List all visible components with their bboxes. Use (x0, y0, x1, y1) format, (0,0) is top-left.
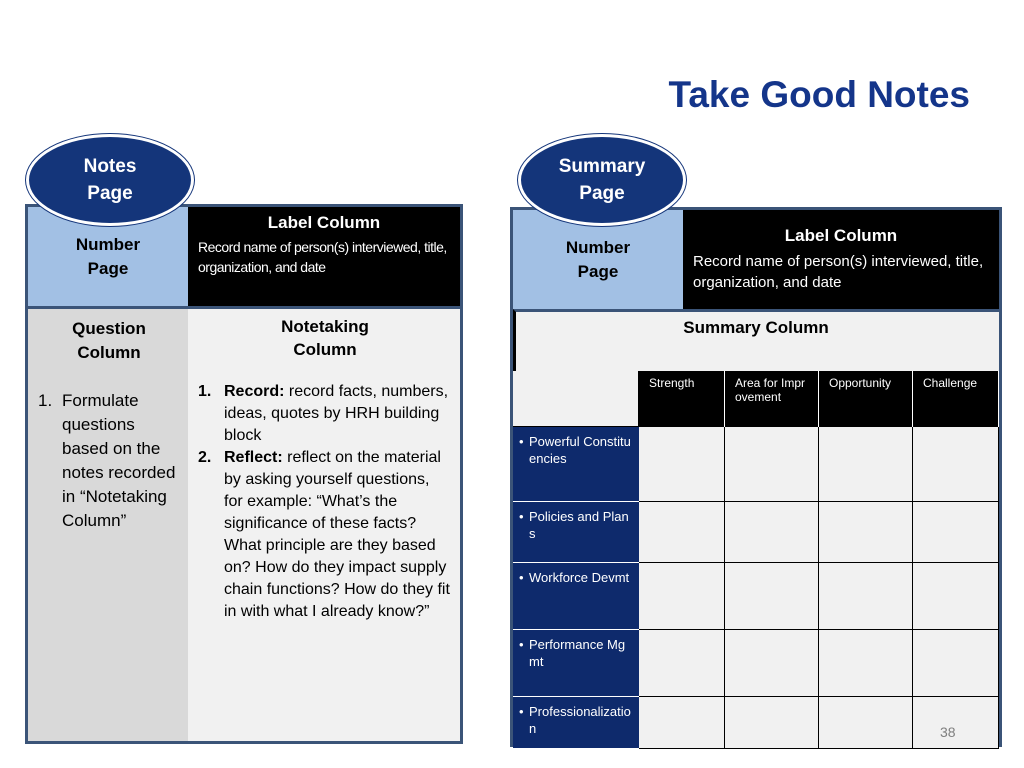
summary-column-heading: Summary Column (683, 318, 829, 337)
matrix-cell (725, 502, 819, 563)
matrix-cell (913, 502, 999, 563)
matrix-row-header (513, 427, 639, 502)
notetaking-column (188, 309, 460, 741)
matrix-corner-cell (513, 371, 639, 427)
summary-page-oval-label: Summary Page (558, 156, 646, 204)
matrix-row-header (513, 697, 639, 749)
bullet-marker: • (519, 704, 524, 719)
question-item-number: 1. (38, 391, 53, 410)
summary-number-page-label: Number Page (565, 237, 631, 281)
matrix-row-header (513, 563, 639, 630)
summary-label-column-description: Record name of person(s) interviewed, title, organization, and date (693, 253, 984, 291)
question-item (38, 389, 180, 533)
matrix-cell (819, 563, 913, 630)
notetaking-item (198, 381, 452, 447)
matrix-cell (639, 697, 725, 749)
matrix-cell (725, 697, 819, 749)
matrix-cell (913, 563, 999, 630)
matrix-cell (819, 630, 913, 697)
notetaking-item-bold: Reflect: (224, 449, 283, 466)
notetaking-item-body (224, 447, 452, 623)
notes-label-column-description: Record name of person(s) interviewed, title, organization, and date (198, 239, 447, 275)
matrix-header-opportunity: Opportunity (819, 371, 913, 427)
matrix-cell (819, 697, 913, 749)
matrix-header-challenge: Challenge (913, 371, 999, 427)
notetaking-column-heading: Notetaking Column (281, 317, 369, 359)
summary-label-column (683, 210, 999, 309)
slide-title: Take Good Notes (668, 74, 970, 115)
matrix-row-label: Performance Mgmt (529, 637, 626, 669)
notetaking-item-number: 2. (198, 449, 212, 466)
bullet-marker: • (519, 434, 524, 449)
matrix-cell (725, 563, 819, 630)
matrix-row-header (513, 502, 639, 563)
matrix-cell (913, 630, 999, 697)
page-number: 38 (940, 724, 956, 740)
question-list (38, 389, 180, 533)
notes-label-column (188, 207, 460, 306)
notes-page-oval (26, 134, 194, 226)
swot-matrix (513, 371, 999, 747)
notes-number-page-label: Number Page (75, 234, 141, 278)
bullet-marker: • (519, 509, 524, 524)
matrix-row-label: Policies and Plans (529, 509, 629, 541)
matrix-cell (725, 427, 819, 502)
bullet-marker: • (519, 570, 524, 585)
matrix-cell (819, 502, 913, 563)
matrix-header-area-for-improvement: Area for Improvement (725, 371, 819, 427)
matrix-row-header (513, 630, 639, 697)
matrix-row-label: Professionalization (529, 704, 631, 736)
summary-page-oval (518, 134, 686, 226)
matrix-cell (819, 427, 913, 502)
matrix-row-label: Powerful Constituencies (529, 434, 631, 466)
matrix-cell (639, 563, 725, 630)
matrix-cell (639, 502, 725, 563)
question-column-heading: Question Column (72, 319, 146, 362)
matrix-row-label: Workforce Devmt (529, 570, 630, 585)
question-column (28, 309, 188, 741)
matrix-cell (639, 630, 725, 697)
notetaking-item-number: 1. (198, 383, 212, 400)
notetaking-item (198, 447, 452, 623)
matrix-cell (913, 697, 999, 749)
matrix-cell (639, 427, 725, 502)
notetaking-item-text: record facts, numbers, ideas, quotes by HRH building block (224, 383, 449, 444)
notetaking-list (198, 381, 452, 623)
notetaking-item-bold: Record: (224, 383, 285, 400)
summary-label-column-heading: Label Column (784, 226, 898, 245)
matrix-cell (725, 630, 819, 697)
question-item-text: Formulate questions based on the notes recorded in “Notetaking Column” (62, 391, 176, 530)
notetaking-item-body (224, 381, 452, 447)
matrix-header-strength: Strength (639, 371, 725, 427)
notes-label-column-heading: Label Column (267, 213, 381, 232)
bullet-marker: • (519, 637, 524, 652)
notes-page-oval-label: Notes Page (83, 156, 137, 204)
notetaking-item-text: reflect on the material by asking yourself questions, for example: “What’s the significance of these facts? What principle are they based on? How do they impact supply chain functions? How do they fit in with what I already know?” (224, 449, 450, 620)
matrix-cell (913, 427, 999, 502)
